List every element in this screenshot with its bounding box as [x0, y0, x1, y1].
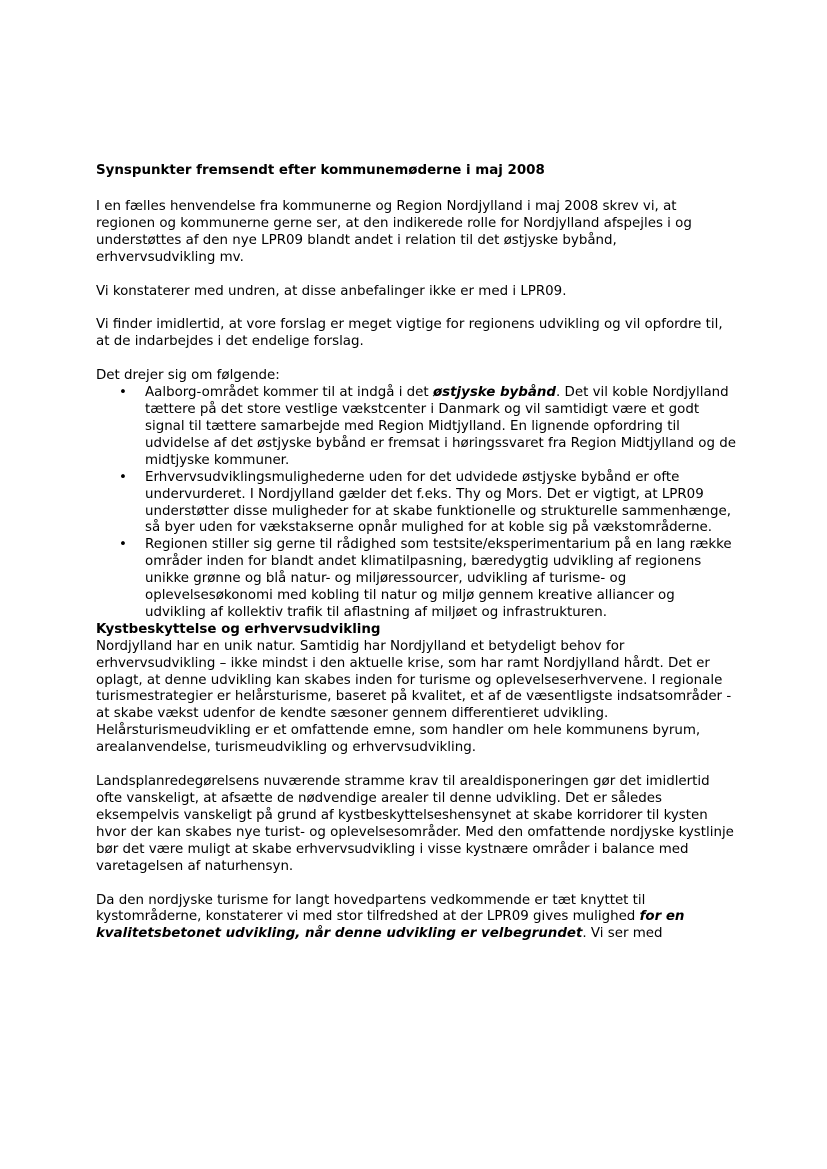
bullet-1-text-start: Aalborg-området kommer til at indgå i det — [145, 385, 433, 401]
bullet-list — [96, 385, 736, 622]
list-item — [145, 537, 736, 622]
section-paragraph-3-emphasis: for en kvalitetsbetonet udvikling, når denne udvikling er velbegrundet — [96, 909, 685, 942]
bullet-1-text-end: . Det vil koble Nordjylland tættere på det store vestlige vækstcenter i Danmark og vil samtidigt være et godt signal til tættere samarbejde med Region Midtjylland. En lignende opfordring til udvidelse af det østjyske bybånd er fremsat i høringssvaret fra Region Midtjylland og de midtjyske kommuner. — [145, 385, 736, 468]
intro-paragraph-3: Vi finder imidlertid, at vore forslag er meget vigtige for regionens udvikling og vil opfordre til, at de indarbejdes i det endelige forslag. — [96, 317, 723, 350]
section-paragraph-3-end: . Vi ser med — [582, 926, 663, 942]
bullet-3-text: Regionen stiller sig gerne til rådighed som testsite/eksperimentarium på en lang række områder inden for blandt andet klimatilpasning, bæredygtig udvikling af regionens unikke grønne og blå natur- og miljøressourcer, udvikling af turisme- og oplevelsesøkonomi med kobling til natur og miljø gennem kreative alliancer og udvikling af kollektiv trafik til aflastning af miljøet og infrastrukturen. — [145, 537, 732, 620]
intro-paragraph-1: I en fælles henvendelse fra kommunerne og Region Nordjylland i maj 2008 skrev vi, at regionen og kommunerne gerne ser, at den indikerede rolle for Nordjylland afspejles i og understøttes af den nye LPR09 blandt andet i relation til det østjyske bybånd, erhvervsudvikling mv. — [96, 198, 692, 265]
bullet-1-emphasis: østjyske bybånd — [432, 385, 557, 401]
list-item — [145, 385, 736, 470]
section-paragraph-1: Nordjylland har en unik natur. Samtidig har Nordjylland et betydeligt behov for erhvervsudvikling – ikke mindst i den aktuelle krise, som har ramt Nordjylland hårdt. Det er oplagt, at denne udvikling kan skabes inden for turisme og oplevelseserhvervene. I regionale turismestrategier er helårsturisme, baseret på kvalitet, et af de væsentligste indsatsområder - at skabe vækst udenfor de kendte sæsoner gennem differentieret udvikling. Helårsturismeudvikling er et omfattende emne, som handler om hele kommunens byrum, arealanvendelse, turismeudvikling og erhvervsudvikling. — [96, 638, 732, 756]
list-lead: Det drejer sig om følgende: — [96, 368, 280, 384]
section-paragraph-3-start: Da den nordjyske turisme for langt hovedpartens vedkommende er tæt knyttet til kystområderne, konstaterer vi med stor tilfredshed at der LPR09 gives mulighed — [96, 892, 646, 925]
intro-paragraph-2: Vi konstaterer med undren, at disse anbefalinger ikke er med i LPR09. — [96, 283, 567, 299]
section-paragraph-2: Landsplanredegørelsens nuværende stramme krav til arealdisponeringen gør det imidlertid ofte vanskeligt, at afsætte de nødvendige arealer til denne udvikling. Det er således eksempelvis vanskeligt på grund af kystbeskyttelseshensynet at skabe korridorer til kysten hvor der kan skabes nye turist- og oplevelsesområder. Med den omfattende nordjyske kystlinje bør det være muligt at skabe erhvervsudvikling i visse kystnære områder i balance med varetagelsen af naturhensyn. — [96, 774, 734, 874]
document-body — [96, 163, 736, 943]
section-paragraph-3 — [96, 893, 736, 944]
section-heading: Kystbeskyttelse og erhvervsudvikling — [96, 621, 381, 637]
list-item — [145, 470, 736, 538]
bullet-2-text: Erhvervsudviklingsmulighederne uden for det udvidede østjyske bybånd er ofte undervurderet. I Nordjylland gælder det f.eks. Thy og Mors. Det er vigtigt, at LPR09 understøtter disse muligheder for at skabe funktionelle og strukturelle sammenhænge, så byer uden for vækstakserne opnår mulighed for at koble sig på vækstområderne. — [145, 469, 732, 536]
page-title: Synspunkter fremsendt efter kommunemøderne i maj 2008 — [96, 163, 545, 178]
